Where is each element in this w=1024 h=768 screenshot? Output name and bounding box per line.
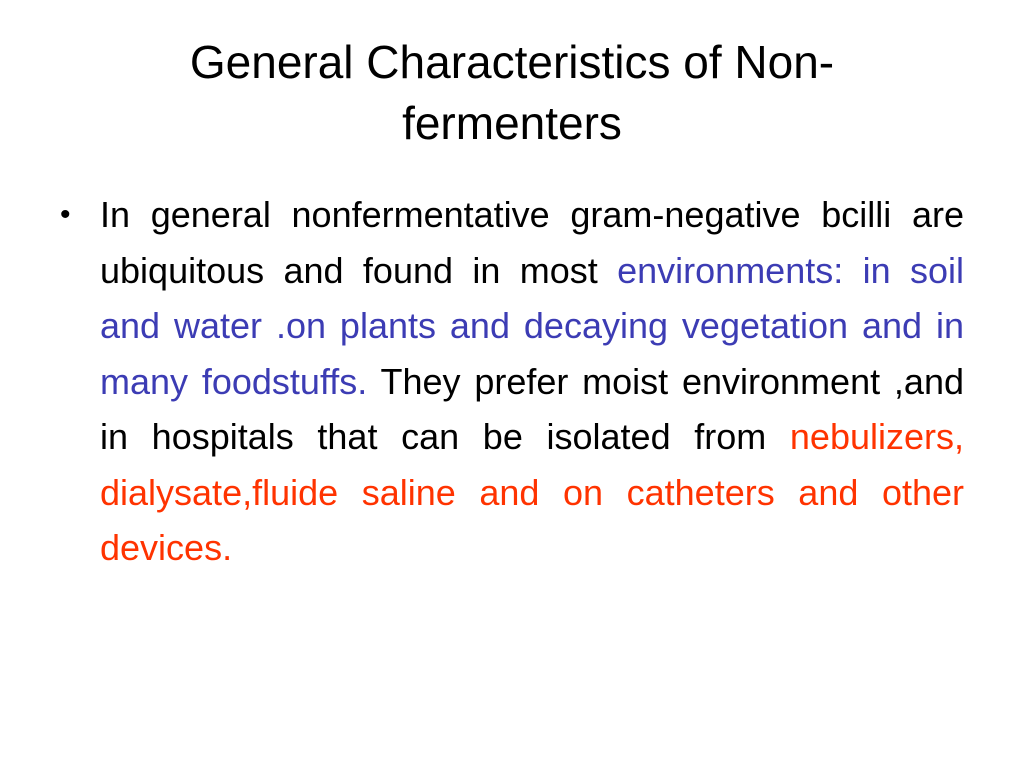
bullet-item bbox=[60, 187, 964, 576]
slide-title-line-1: General Characteristics of Non- bbox=[189, 36, 835, 88]
bullet-list bbox=[60, 187, 964, 576]
slide-title bbox=[80, 32, 944, 154]
bullet-text-environments: environments: in soil and water .on plants and decaying vegetation and in many foodstuffs. bbox=[100, 249, 964, 402]
slide-title-line-2: fermenters bbox=[402, 97, 622, 149]
bullet-dot-icon: • bbox=[60, 198, 71, 231]
bullet-text-hospitals: They prefer moist environment ,and in hospitals that can be isolated from bbox=[100, 360, 964, 457]
bullet-text-intro: In general nonfermentative gram-negative bcilli are ubiquitous and found in most bbox=[100, 194, 964, 291]
bullet-text-devices: nebulizers, dialysate,fluide saline and on catheters and other devices. bbox=[100, 416, 964, 568]
